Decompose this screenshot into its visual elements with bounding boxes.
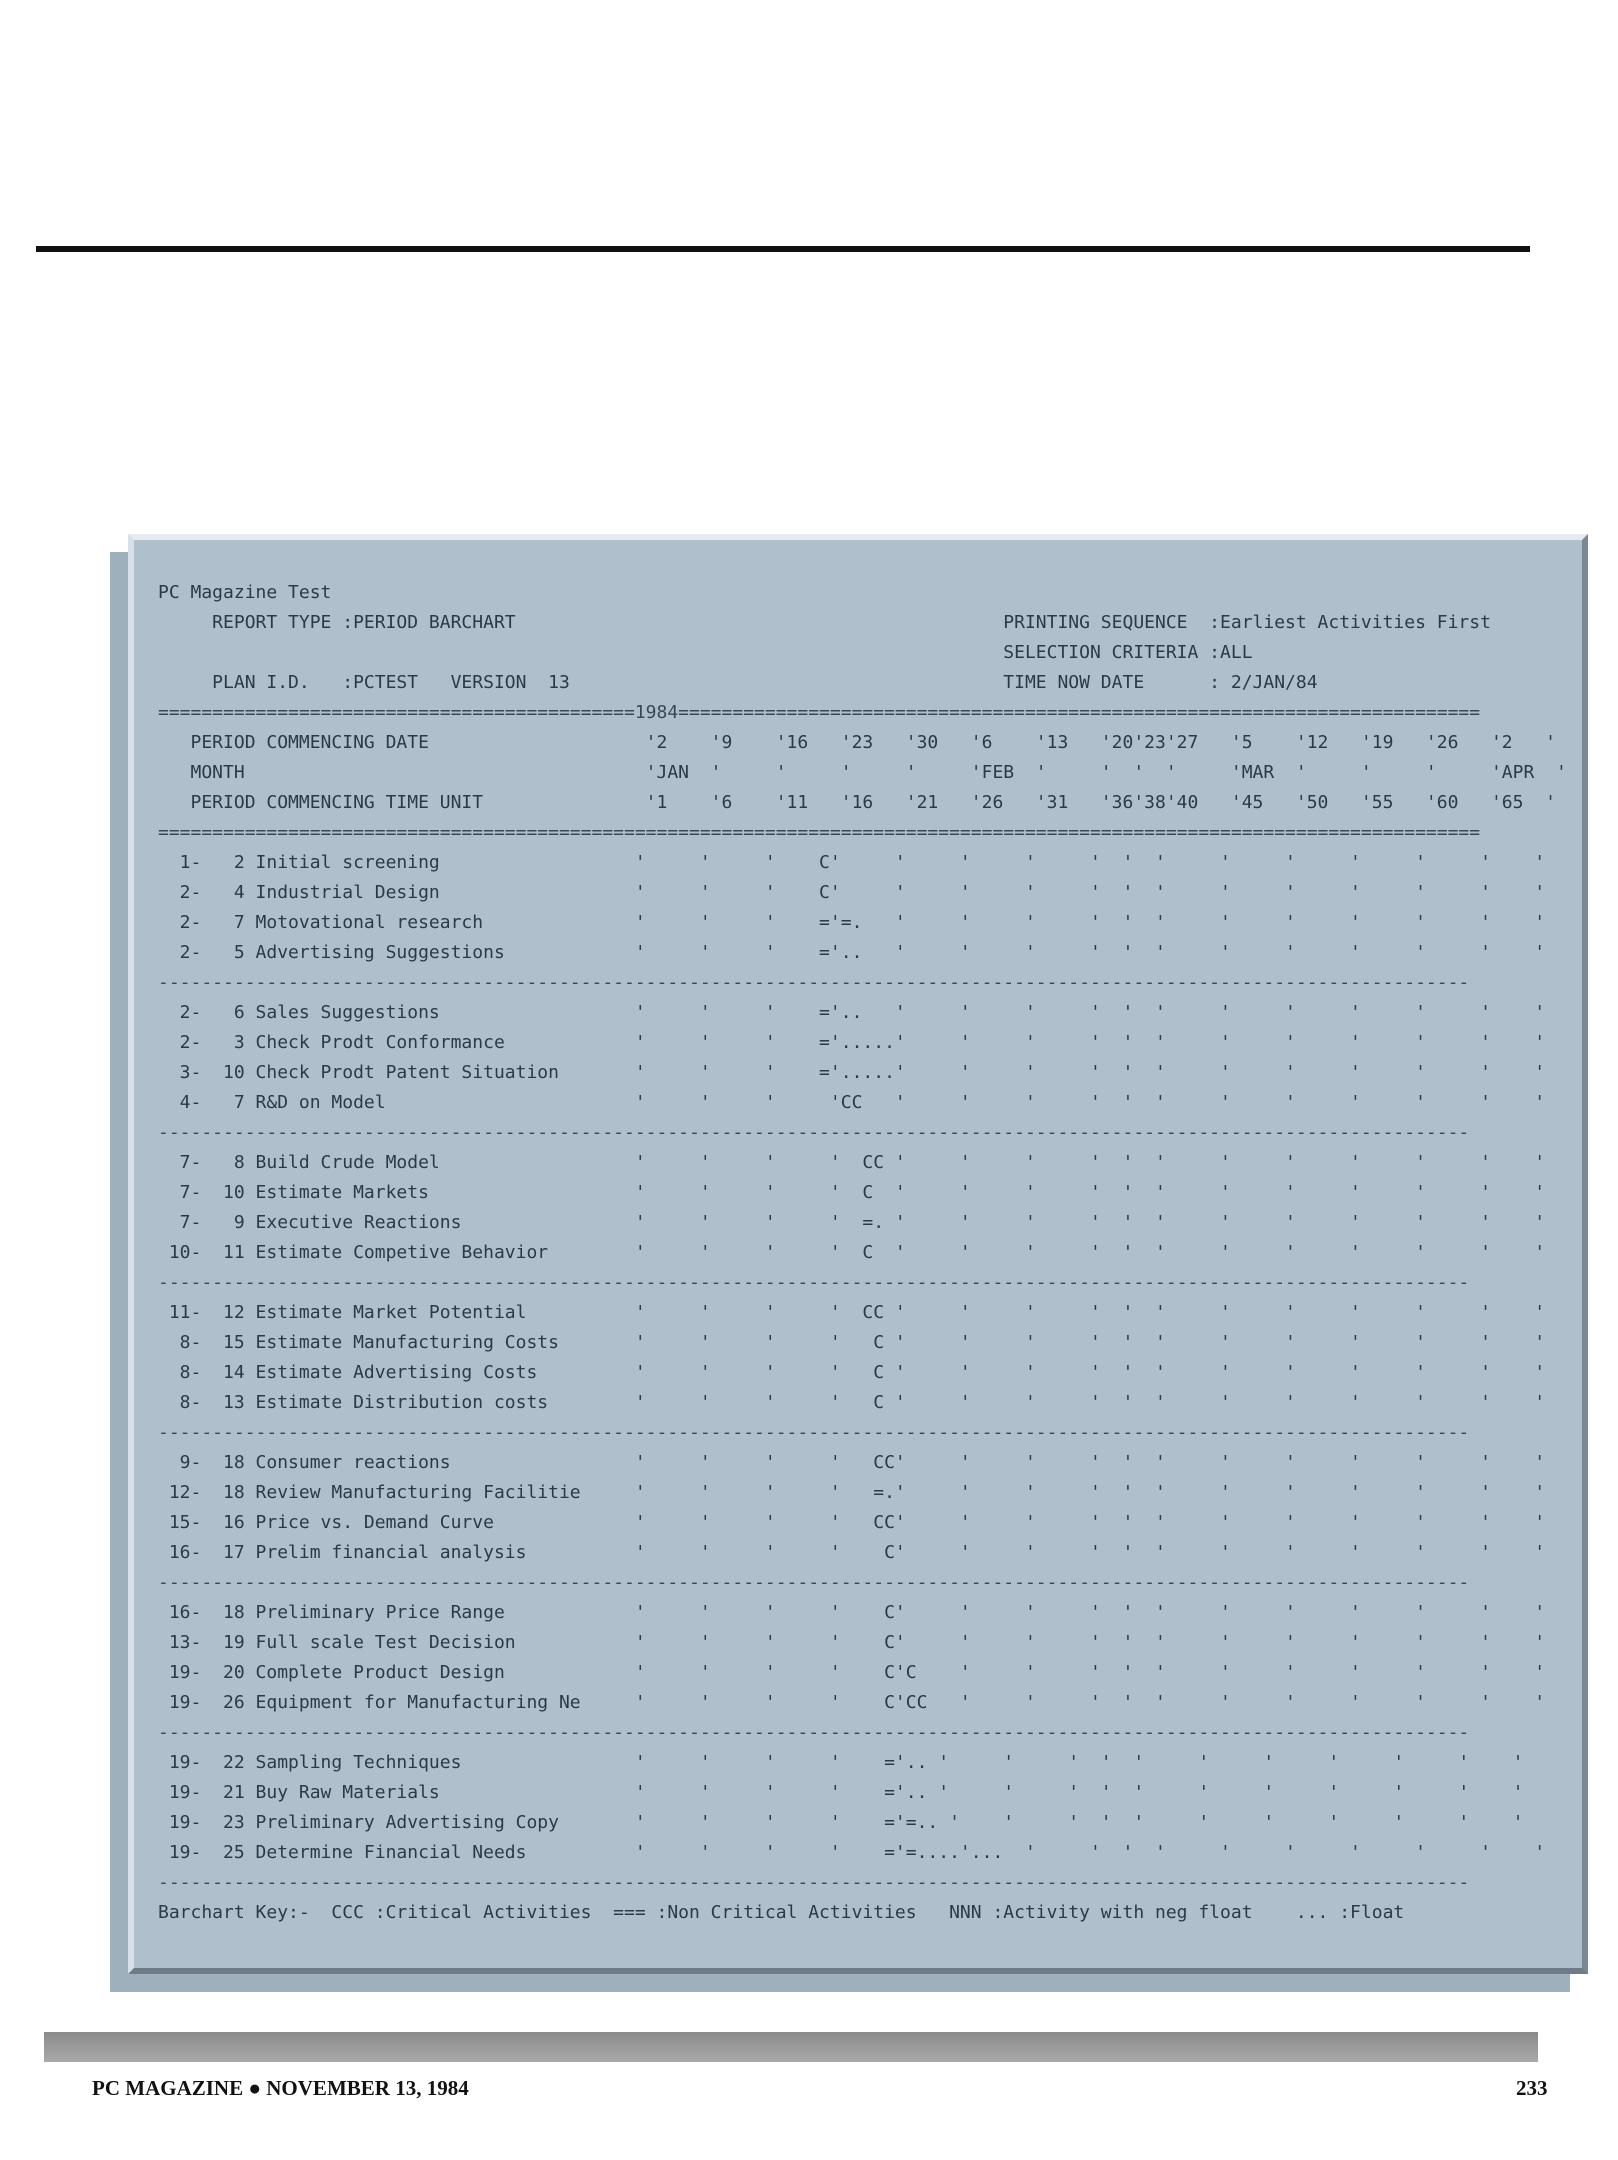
report-line: 19- 21 Buy Raw Materials ' ' ' ' ='.. ' ' ' ' ' ' ' ' ' ' ': [158, 1782, 1524, 1803]
report-line: 15- 16 Price vs. Demand Curve ' ' ' ' CC' ' ' ' ' ' ' ' ' ' ' ': [158, 1512, 1546, 1533]
report-line: -------------------------------------------------------------------------------------------------------------------------: [158, 972, 1470, 993]
report-line: SELECTION CRITERIA :ALL: [158, 642, 1253, 663]
report-line: 19- 20 Complete Product Design ' ' ' ' C'C ' ' ' ' ' ' ' ' ' ' ': [158, 1662, 1546, 1683]
footer-page-number: 233: [1516, 2076, 1548, 2100]
report-line: 1- 2 Initial screening ' ' ' C' ' ' ' ' ' ' ' ' ' ' ' ': [158, 852, 1546, 873]
report-line: 2- 5 Advertising Suggestions ' ' ' ='.. ' ' ' ' ' ' ' ' ' ' ' ': [158, 942, 1546, 963]
report-line: 16- 18 Preliminary Price Range ' ' ' ' C' ' ' ' ' ' ' ' ' ' ' ': [158, 1602, 1546, 1623]
report-line: 12- 18 Review Manufacturing Facilitie ' ' ' ' =.' ' ' ' ' ' ' ' ' ' ' ': [158, 1482, 1546, 1503]
barchart-screen: [128, 534, 1588, 1974]
report-line: 3- 10 Check Prodt Patent Situation ' ' ' ='.....' ' ' ' ' ' ' ' ' ' ' ': [158, 1062, 1546, 1083]
report-line: 9- 18 Consumer reactions ' ' ' ' CC' ' ' ' ' ' ' ' ' ' ' ': [158, 1452, 1546, 1473]
report-line: PERIOD COMMENCING TIME UNIT '1 '6 '11 '16 '21 '26 '31 '36'38'40 '45 '50 '55 '60 '65 ': [158, 792, 1556, 813]
report-line: 19- 26 Equipment for Manufacturing Ne ' ' ' ' C'CC ' ' ' ' ' ' ' ' ' ' ': [158, 1692, 1546, 1713]
report-line: -------------------------------------------------------------------------------------------------------------------------: [158, 1872, 1470, 1893]
report-line: -------------------------------------------------------------------------------------------------------------------------: [158, 1572, 1470, 1593]
report-line: 19- 25 Determine Financial Needs ' ' ' ' ='=....'... ' ' ' ' ' ' ' ' ' ': [158, 1842, 1546, 1863]
report-line: MONTH 'JAN ' ' ' ' 'FEB ' ' ' ' 'MAR ' ' ' 'APR ': [158, 762, 1567, 783]
report-line: Barchart Key:- CCC :Critical Activities === :Non Critical Activities NNN :Activity with neg float ... :Float: [158, 1902, 1405, 1923]
report-line: PERIOD COMMENCING DATE '2 '9 '16 '23 '30 '6 '13 '20'23'27 '5 '12 '19 '26 '2 ': [158, 732, 1556, 753]
report-line: PC Magazine Test: [158, 582, 332, 603]
report-line: 2- 3 Check Prodt Conformance ' ' ' ='.....' ' ' ' ' ' ' ' ' ' ' ': [158, 1032, 1546, 1053]
report-line: -------------------------------------------------------------------------------------------------------------------------: [158, 1272, 1470, 1293]
report-line: 10- 11 Estimate Competive Behavior ' ' ' ' C ' ' ' ' ' ' ' ' ' ' ' ': [158, 1242, 1546, 1263]
period-barchart-report: [158, 578, 1567, 1928]
report-line: 4- 7 R&D on Model ' ' ' 'CC ' ' ' ' ' ' ' ' ' ' ' ': [158, 1092, 1546, 1113]
report-line: PLAN I.D. :PCTEST VERSION 13 TIME NOW DATE : 2/JAN/84: [158, 672, 1318, 693]
report-line: 11- 12 Estimate Market Potential ' ' ' ' CC ' ' ' ' ' ' ' ' ' ' ' ': [158, 1302, 1546, 1323]
top-rule: [36, 246, 1530, 252]
report-line: ============================================1984==========================================================================: [158, 702, 1481, 723]
report-line: 2- 4 Industrial Design ' ' ' C' ' ' ' ' ' ' ' ' ' ' ' ': [158, 882, 1546, 903]
report-line: 16- 17 Prelim financial analysis ' ' ' ' C' ' ' ' ' ' ' ' ' ' ' ': [158, 1542, 1546, 1563]
report-line: 7- 8 Build Crude Model ' ' ' ' CC ' ' ' ' ' ' ' ' ' ' ' ': [158, 1152, 1546, 1173]
report-line: ==========================================================================================================================: [158, 822, 1481, 843]
report-line: 19- 22 Sampling Techniques ' ' ' ' ='.. ' ' ' ' ' ' ' ' ' ' ': [158, 1752, 1524, 1773]
report-line: REPORT TYPE :PERIOD BARCHART PRINTING SEQUENCE :Earliest Activities First: [158, 612, 1491, 633]
report-line: -------------------------------------------------------------------------------------------------------------------------: [158, 1422, 1470, 1443]
report-line: 8- 14 Estimate Advertising Costs ' ' ' ' C ' ' ' ' ' ' ' ' ' ' ' ': [158, 1362, 1546, 1383]
report-line: -------------------------------------------------------------------------------------------------------------------------: [158, 1122, 1470, 1143]
report-line: 7- 10 Estimate Markets ' ' ' ' C ' ' ' ' ' ' ' ' ' ' ' ': [158, 1182, 1546, 1203]
report-line: 2- 6 Sales Suggestions ' ' ' ='.. ' ' ' ' ' ' ' ' ' ' ' ': [158, 1002, 1546, 1023]
bottom-bar: [44, 2032, 1538, 2062]
report-line: 7- 9 Executive Reactions ' ' ' ' =. ' ' ' ' ' ' ' ' ' ' ' ': [158, 1212, 1546, 1233]
report-line: 13- 19 Full scale Test Decision ' ' ' ' C' ' ' ' ' ' ' ' ' ' ' ': [158, 1632, 1546, 1653]
report-line: 8- 13 Estimate Distribution costs ' ' ' ' C ' ' ' ' ' ' ' ' ' ' ' ': [158, 1392, 1546, 1413]
report-line: -------------------------------------------------------------------------------------------------------------------------: [158, 1722, 1470, 1743]
footer-publication: PC MAGAZINE ● NOVEMBER 13, 1984: [92, 2076, 469, 2100]
report-line: 2- 7 Motovational research ' ' ' ='=. ' ' ' ' ' ' ' ' ' ' ' ': [158, 912, 1546, 933]
report-line: 8- 15 Estimate Manufacturing Costs ' ' ' ' C ' ' ' ' ' ' ' ' ' ' ' ': [158, 1332, 1546, 1353]
report-line: 19- 23 Preliminary Advertising Copy ' ' ' ' ='=.. ' ' ' ' ' ' ' ' ' ' ': [158, 1812, 1524, 1833]
